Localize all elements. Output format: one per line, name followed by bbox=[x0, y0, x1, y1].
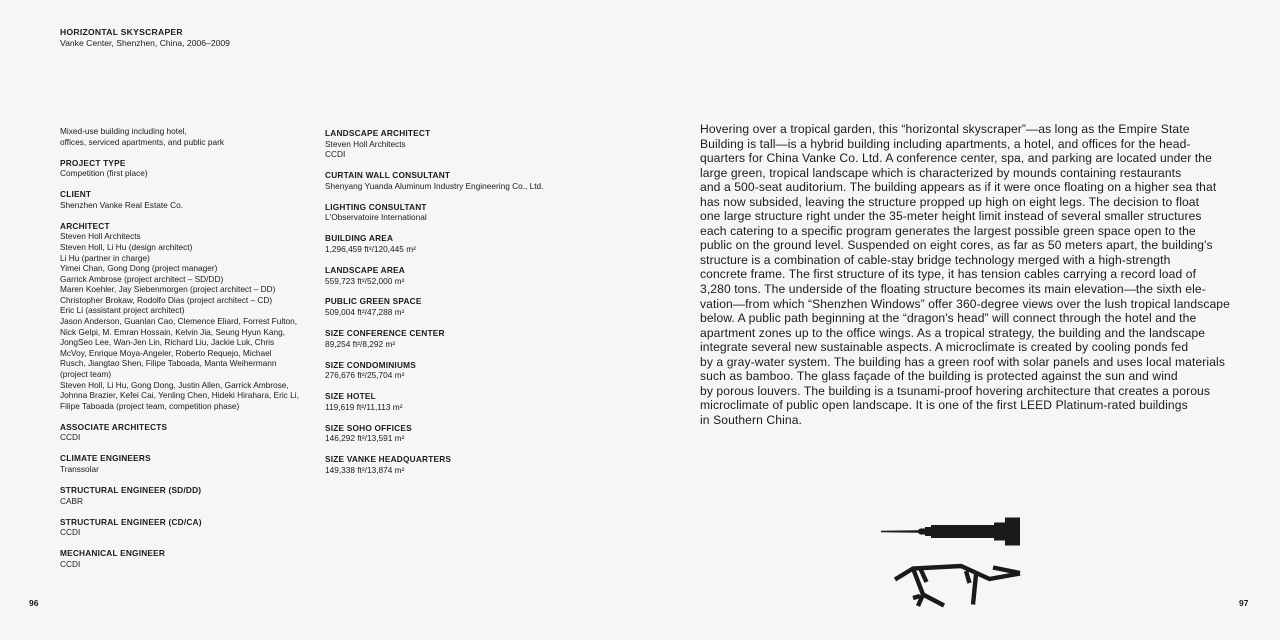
credit-line: Shenzhen Vanke Real Estate Co. bbox=[60, 199, 183, 210]
credit-section bbox=[325, 328, 577, 349]
project-title: HORIZONTAL SKYSCRAPER bbox=[60, 27, 183, 37]
vanke-center-silhouette-icon bbox=[895, 566, 1020, 606]
essay-line: quarters for China Vanke Co. Ltd. A conference center, spa, and parking are located under the bbox=[700, 151, 1212, 166]
essay-line: has now subsided, leaving the structure propped up high on eight legs. The decision to float bbox=[700, 194, 1200, 209]
credit-line: CABR bbox=[60, 495, 84, 506]
scale-comparison-diagram bbox=[873, 505, 1038, 615]
credit-lines bbox=[325, 244, 577, 255]
credit-section bbox=[325, 202, 577, 223]
essay-line: large green, tropical landscape which is characterized by mounds containing restaurants bbox=[700, 165, 1182, 180]
credit-heading: SIZE HOTEL bbox=[325, 391, 376, 402]
credit-section bbox=[60, 485, 318, 506]
credit-section bbox=[325, 360, 577, 381]
credit-lines bbox=[60, 559, 318, 570]
credit-line: CCDI bbox=[60, 527, 81, 538]
essay-line: in Southern China. bbox=[700, 412, 802, 427]
credit-heading: PUBLIC GREEN SPACE bbox=[325, 296, 422, 307]
essay-line: below. A public path beginning at the “dragon's head” will connect through the hotel and the bbox=[700, 311, 1197, 326]
essay-line: one large structure right under the 35-meter height limit instead of several smaller structures bbox=[700, 209, 1202, 224]
credit-line: Competition (first place) bbox=[60, 168, 148, 179]
credit-line: Eric Li (assistant project architect) bbox=[60, 305, 185, 316]
credit-section bbox=[325, 265, 577, 286]
credit-line: 89,254 ft²/8,292 m² bbox=[325, 338, 396, 349]
credit-lines bbox=[60, 231, 318, 411]
credit-heading: SIZE CONDOMINIUMS bbox=[325, 359, 416, 370]
credit-lines bbox=[60, 432, 318, 443]
credit-line: CCDI bbox=[60, 432, 81, 443]
credit-line: 509,004 ft²/47,288 m² bbox=[325, 307, 405, 318]
credit-heading: PROJECT TYPE bbox=[60, 157, 126, 168]
credit-section bbox=[325, 233, 577, 254]
credit-line: CCDI bbox=[325, 149, 346, 160]
credit-line: Filipe Taboada (project team, competition phase) bbox=[60, 400, 240, 411]
credit-line: Steven Holl Architects bbox=[60, 231, 141, 242]
credit-line: 146,292 ft²/13,591 m² bbox=[325, 433, 405, 444]
essay-line: 3,280 tons. The underside of the floating structure becomes its main elevation—the sixth ele- bbox=[700, 282, 1206, 297]
credit-heading: MECHANICAL ENGINEER bbox=[60, 548, 166, 559]
essay-line: structure is a combination of cable-stay bridge technology merged with a high-strength bbox=[700, 252, 1171, 267]
credit-line: (project team) bbox=[60, 369, 112, 380]
credit-section bbox=[325, 391, 577, 412]
credit-heading: STRUCTURAL ENGINEER (CD/CA) bbox=[60, 516, 202, 527]
credit-heading: ARCHITECT bbox=[60, 220, 110, 231]
credit-lines bbox=[325, 276, 577, 287]
credit-lines bbox=[60, 200, 318, 211]
credit-lines bbox=[325, 212, 577, 223]
essay-line: public on the ground level. Suspended on eight cores, as far as 50 meters apart, the building's bbox=[700, 238, 1213, 253]
credit-line: Steven Holl, Li Hu, Gong Dong, Justin Allen, Garrick Ambrose, bbox=[60, 379, 289, 390]
credit-line: Christopher Brokaw, Rodolfo Dias (project architect – CD) bbox=[60, 294, 273, 305]
project-subtitle: Vanke Center, Shenzhen, China, 2006–2009 bbox=[60, 38, 230, 48]
essay-line: integrate several new sustainable aspects. A microclimate is created by cooling ponds fed bbox=[700, 340, 1189, 355]
credit-section bbox=[325, 128, 577, 160]
credit-line: 559,723 ft²/52,000 m² bbox=[325, 275, 405, 286]
essay-line: each catering to a specific program generates the largest possible green space open to the bbox=[700, 223, 1196, 238]
credit-line: McVoy, Enrique Moya-Angeler, Roberto Requejo, Michael bbox=[60, 347, 272, 358]
diagram-svg bbox=[873, 505, 1038, 615]
credit-section bbox=[60, 517, 318, 538]
title-block bbox=[60, 27, 230, 49]
credit-section bbox=[60, 422, 318, 443]
credit-heading: CLIMATE ENGINEERS bbox=[60, 453, 151, 464]
credit-section bbox=[325, 423, 577, 444]
credit-heading: LANDSCAPE ARCHITECT bbox=[325, 128, 431, 138]
credit-section bbox=[60, 126, 318, 147]
credit-section bbox=[60, 453, 318, 474]
credit-section bbox=[325, 170, 577, 191]
essay-line: Building is tall—is a hybrid building including apartments, a hotel, and offices for the head- bbox=[700, 136, 1191, 151]
essay-line: such as bamboo. The glass façade of the building is protected against the sun and wind bbox=[700, 369, 1178, 384]
credit-lines bbox=[60, 464, 318, 475]
credit-lines bbox=[60, 527, 318, 538]
credit-lines bbox=[60, 496, 318, 507]
credit-line: Nick Gelpi, M. Emran Hossain, Kelvin Jia, Seung Hyun Kang, bbox=[60, 326, 286, 337]
credit-section bbox=[60, 548, 318, 569]
credit-lines bbox=[325, 370, 577, 381]
credit-line: offices, serviced apartments, and public park bbox=[60, 136, 225, 147]
credit-heading: ASSOCIATE ARCHITECTS bbox=[60, 421, 168, 432]
credit-lines bbox=[325, 339, 577, 350]
credit-line: CCDI bbox=[60, 558, 81, 569]
credit-lines bbox=[325, 433, 577, 444]
empire-state-horizontal-silhouette-icon bbox=[881, 518, 1020, 546]
credit-lines bbox=[60, 126, 318, 147]
credit-lines bbox=[325, 402, 577, 413]
credit-heading: BUILDING AREA bbox=[325, 233, 394, 244]
credit-line: Steven Holl, Li Hu (design architect) bbox=[60, 241, 193, 252]
credit-section bbox=[60, 158, 318, 179]
essay-line: concrete frame. The first structure of its type, it has tension cables carrying a record load of bbox=[700, 267, 1197, 282]
credit-heading: LIGHTING CONSULTANT bbox=[325, 201, 427, 212]
credit-heading: STRUCTURAL ENGINEER (SD/DD) bbox=[60, 484, 202, 495]
credit-lines bbox=[60, 168, 318, 179]
credit-line: L'Observatoire International bbox=[325, 212, 427, 223]
credit-line: Shenyang Yuanda Aluminum Industry Engineering Co., Ltd. bbox=[325, 180, 544, 191]
credit-section bbox=[325, 454, 577, 475]
credit-heading: CLIENT bbox=[60, 189, 92, 200]
essay-line: by porous louvers. The building is a tsunami-proof hovering architecture that creates a porous bbox=[700, 383, 1210, 398]
essay-line: Hovering over a tropical garden, this “horizontal skyscraper”—as long as the Empire State bbox=[700, 122, 1190, 136]
credit-line: 119,619 ft²/11,113 m² bbox=[325, 401, 403, 412]
credit-section bbox=[60, 221, 318, 412]
page-number-right: 97 bbox=[1239, 598, 1249, 608]
credit-line: 276,676 ft²/25,704 m² bbox=[325, 370, 405, 381]
credit-heading: SIZE VANKE HEADQUARTERS bbox=[325, 454, 452, 465]
credits-column-1 bbox=[60, 126, 318, 580]
page-number-left: 96 bbox=[29, 598, 39, 608]
essay-text bbox=[700, 122, 1230, 427]
credit-line: Steven Holl Architects bbox=[325, 138, 406, 149]
credit-section bbox=[325, 296, 577, 317]
credit-line: Jason Anderson, Guanlan Cao, Clemence Eliard, Forrest Fulton, bbox=[60, 316, 298, 327]
essay-line: and a 500-seat auditorium. The building appears as if it were once floating on a higher sea that bbox=[700, 180, 1217, 195]
credit-line: Li Hu (partner in charge) bbox=[60, 252, 150, 263]
credit-lines bbox=[325, 465, 577, 476]
credit-lines bbox=[325, 139, 577, 160]
credits-column-2 bbox=[325, 128, 577, 486]
credit-line: Garrick Ambrose (project architect – SD/DD) bbox=[60, 273, 224, 284]
credit-heading: SIZE CONFERENCE CENTER bbox=[325, 328, 445, 339]
credit-heading: CURTAIN WALL CONSULTANT bbox=[325, 170, 451, 181]
essay-line: apartment zones up to the office wings. As a tropical strategy, the building and the landscape bbox=[700, 325, 1206, 340]
credit-section bbox=[60, 189, 318, 210]
credit-lines bbox=[325, 181, 577, 192]
credit-line: Maren Koehler, Jay Siebenmorgen (project architect – DD) bbox=[60, 284, 276, 295]
credit-line: JongSeo Lee, Wan-Jen Lin, Richard Liu, Jackie Luk, Chris bbox=[60, 337, 275, 348]
credit-line: Yimei Chan, Gong Dong (project manager) bbox=[60, 263, 218, 274]
credit-line: Transsolar bbox=[60, 463, 99, 474]
essay-line: vation—from which “Shenzhen Windows” offer 360-degree views over the lush tropical landscape bbox=[700, 296, 1230, 311]
essay-line: by a gray-water system. The building has a green roof with solar panels and uses local materials bbox=[700, 354, 1225, 369]
essay-line: microclimate of public open landscape. It is one of the first LEED Platinum-rated buildings bbox=[700, 398, 1188, 413]
credit-heading: LANDSCAPE AREA bbox=[325, 264, 405, 275]
credit-heading: SIZE SOHO OFFICES bbox=[325, 422, 412, 433]
credit-line: Mixed-use building including hotel, bbox=[60, 126, 187, 136]
credit-line: Johnna Brazier, Kefei Cai, Yenling Chen, Hideki Hirahara, Eric Li, bbox=[60, 390, 299, 401]
credit-line: 149,338 ft²/13,874 m² bbox=[325, 464, 405, 475]
credit-line: Rusch, Jiangtao Shen, Filipe Taboada, Manta Weihermann bbox=[60, 358, 277, 369]
credit-line: 1,296,459 ft²/120,445 m² bbox=[325, 243, 416, 254]
credit-lines bbox=[325, 307, 577, 318]
